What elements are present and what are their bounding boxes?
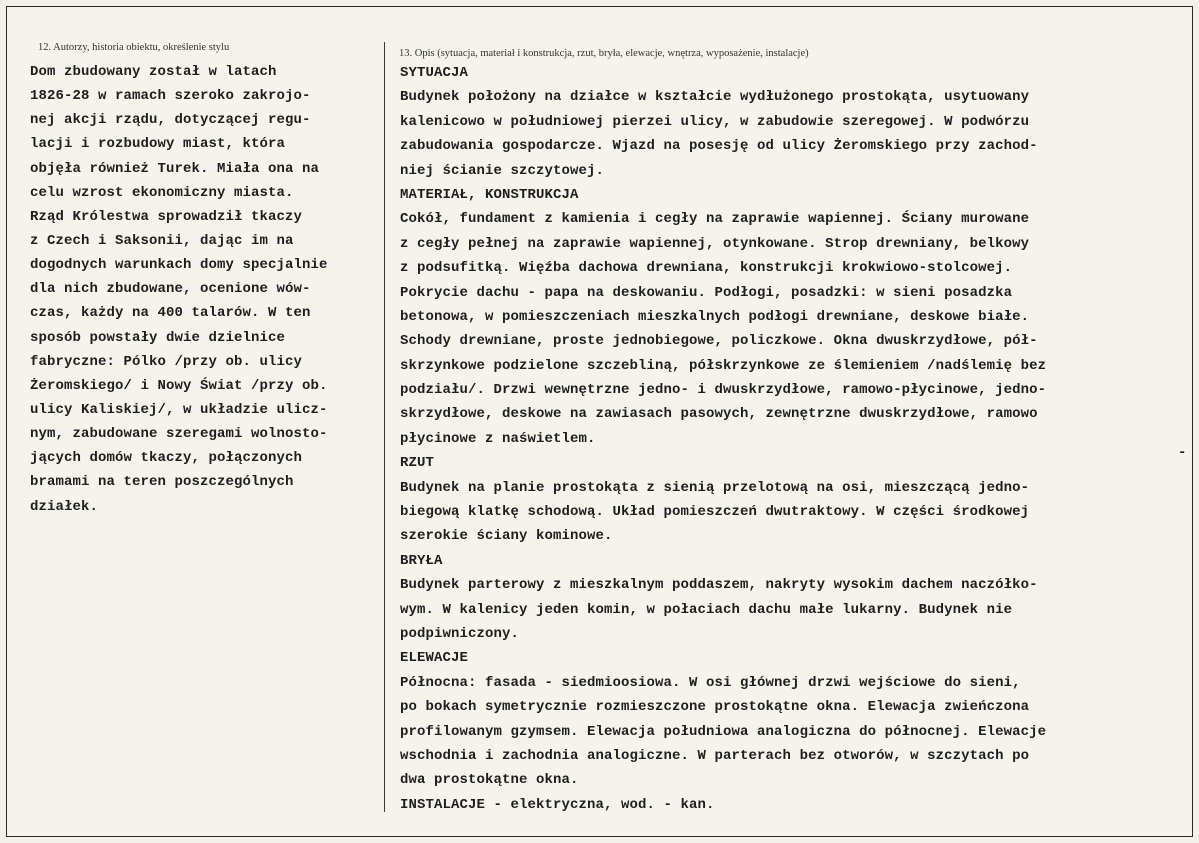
section-13-header: 13. Opis (sytuacja, materiał i konstrukcja, rzut, bryła, elewacje, wnętrza, wyposażenie, instalacje) [399, 48, 809, 59]
text-line: skrzydłowe, deskowe na zawiasach pasowych, zewnętrzne dwuskrzydłowe, ramowo [400, 406, 1038, 423]
text-line: bramami na teren poszczególnych [30, 474, 294, 491]
text-line: czas, każdy na 400 talarów. W ten [30, 305, 311, 322]
text-line: podpiwniczony. [400, 625, 520, 642]
text-line: z cegły pełnej na zaprawie wapiennej, otynkowane. Strop drewniany, belkowy [400, 235, 1030, 252]
text-line: celu wzrost ekonomiczny miasta. [30, 184, 294, 201]
text-line: lacji i rozbudowy miast, która [30, 136, 286, 153]
text-line: BRYŁA [400, 552, 443, 569]
text-line: zabudowania gospodarcze. Wjazd na posesję od ulicy Żeromskiego przy zachod- [400, 138, 1038, 155]
text-line: MATERIAŁ, KONSTRUKCJA [400, 186, 579, 203]
text-line: profilowanym gzymsem. Elewacja południowa analogiczna do północnej. Elewacje [400, 723, 1047, 740]
section-12-header: 12. Autorzy, historia obiektu, określenie stylu [38, 42, 230, 53]
text-line: Budynek położony na działce w kształcie wydłużonego prostokąta, usytuowany [400, 89, 1030, 106]
text-line: fabryczne: Pólko /przy ob. ulicy [30, 353, 303, 370]
text-line: z podsufitką. Więźba dachowa drewniana, konstrukcji krokwiowo-stolcowej. [400, 260, 1013, 277]
text-line: wschodnia i zachodnia analogiczne. W parterach bez otworów, w szczytach po [400, 747, 1030, 764]
text-line: Północna: fasada - siedmioosiowa. W osi głównej drzwi wejściowe do sieni, [400, 674, 1021, 691]
text-line: płycinowe z naświetlem. [400, 430, 596, 447]
text-line: dwa prostokątne okna. [400, 772, 579, 789]
text-line: kalenicowo w południowej pierzei ulicy, w zabudowie szeregowej. W podwórzu [400, 113, 1030, 130]
text-line: sposób powstały dwie dzielnice [30, 329, 286, 346]
text-line: szerokie ściany kominowe. [400, 528, 613, 545]
text-line: jących domów tkaczy, połączonych [30, 450, 303, 467]
text-line: Żeromskiego/ i Nowy Świat /przy ob. [30, 377, 328, 394]
history-column [30, 60, 328, 519]
text-line: skrzynkowe podzielone szczebliną, półskrzynkowe ze ślemieniem /nadślemię bez [400, 357, 1047, 374]
text-line: nym, zabudowane szeregami wolnosto- [30, 426, 328, 443]
text-line: Pokrycie dachu - papa na deskowaniu. Podłogi, posadzki: w sieni posadzka [400, 284, 1013, 301]
text-line: objęła również Turek. Miała ona na [30, 160, 320, 177]
text-line: działek. [30, 498, 99, 515]
line-continuation-hyphen: - [1178, 445, 1187, 461]
text-line: Budynek na planie prostokąta z sienią przelotową na osi, mieszczącą jedno- [400, 479, 1030, 496]
text-line: Schody drewniane, proste jednobiegowe, policzkowe. Okna dwuskrzydłowe, pół- [400, 333, 1038, 350]
text-line: dogodnych warunkach domy specjalnie [30, 257, 328, 274]
text-line: 1826-28 w ramach szeroko zakrojo- [30, 88, 311, 105]
description-column [400, 61, 1046, 817]
text-line: SYTUACJA [400, 65, 469, 81]
text-line: biegową klatkę schodową. Układ pomieszczeń dwutraktowy. W części środkowej [400, 504, 1030, 521]
text-line: z Czech i Saksonii, dając im na [30, 232, 294, 249]
text-line: Dom zbudowany został w latach [30, 64, 277, 80]
text-line: podziału/. Drzwi wewnętrzne jedno- i dwuskrzydłowe, ramowo-płycinowe, jedno- [400, 382, 1047, 399]
text-line: ulicy Kaliskiej/, w układzie ulicz- [30, 401, 328, 418]
text-line: Budynek parterowy z mieszkalnym poddaszem, nakryty wysokim dachem naczółko- [400, 577, 1038, 594]
text-line: INSTALACJE - elektryczna, wod. - kan. [400, 796, 715, 813]
text-line: betonowa, w pomieszczeniach mieszkalnych podłogi drewniane, deskowe białe. [400, 308, 1030, 325]
text-line: po bokach symetrycznie rozmieszczone prostokątne okna. Elewacja zwieńczona [400, 699, 1030, 716]
column-divider [384, 42, 385, 812]
text-line: wym. W kalenicy jeden komin, w połaciach dachu małe lukarny. Budynek nie [400, 601, 1013, 618]
text-line: nej akcji rządu, dotyczącej regu- [30, 112, 311, 129]
text-line: niej ścianie szczytowej. [400, 162, 605, 179]
text-line: dla nich zbudowane, ocenione wów- [30, 281, 311, 298]
text-line: RZUT [400, 455, 435, 472]
text-line: Rząd Królestwa sprowadził tkaczy [30, 208, 303, 225]
text-line: Cokół, fundament z kamienia i cegły na zaprawie wapiennej. Ściany murowane [400, 211, 1030, 228]
text-line: ELEWACJE [400, 650, 469, 667]
